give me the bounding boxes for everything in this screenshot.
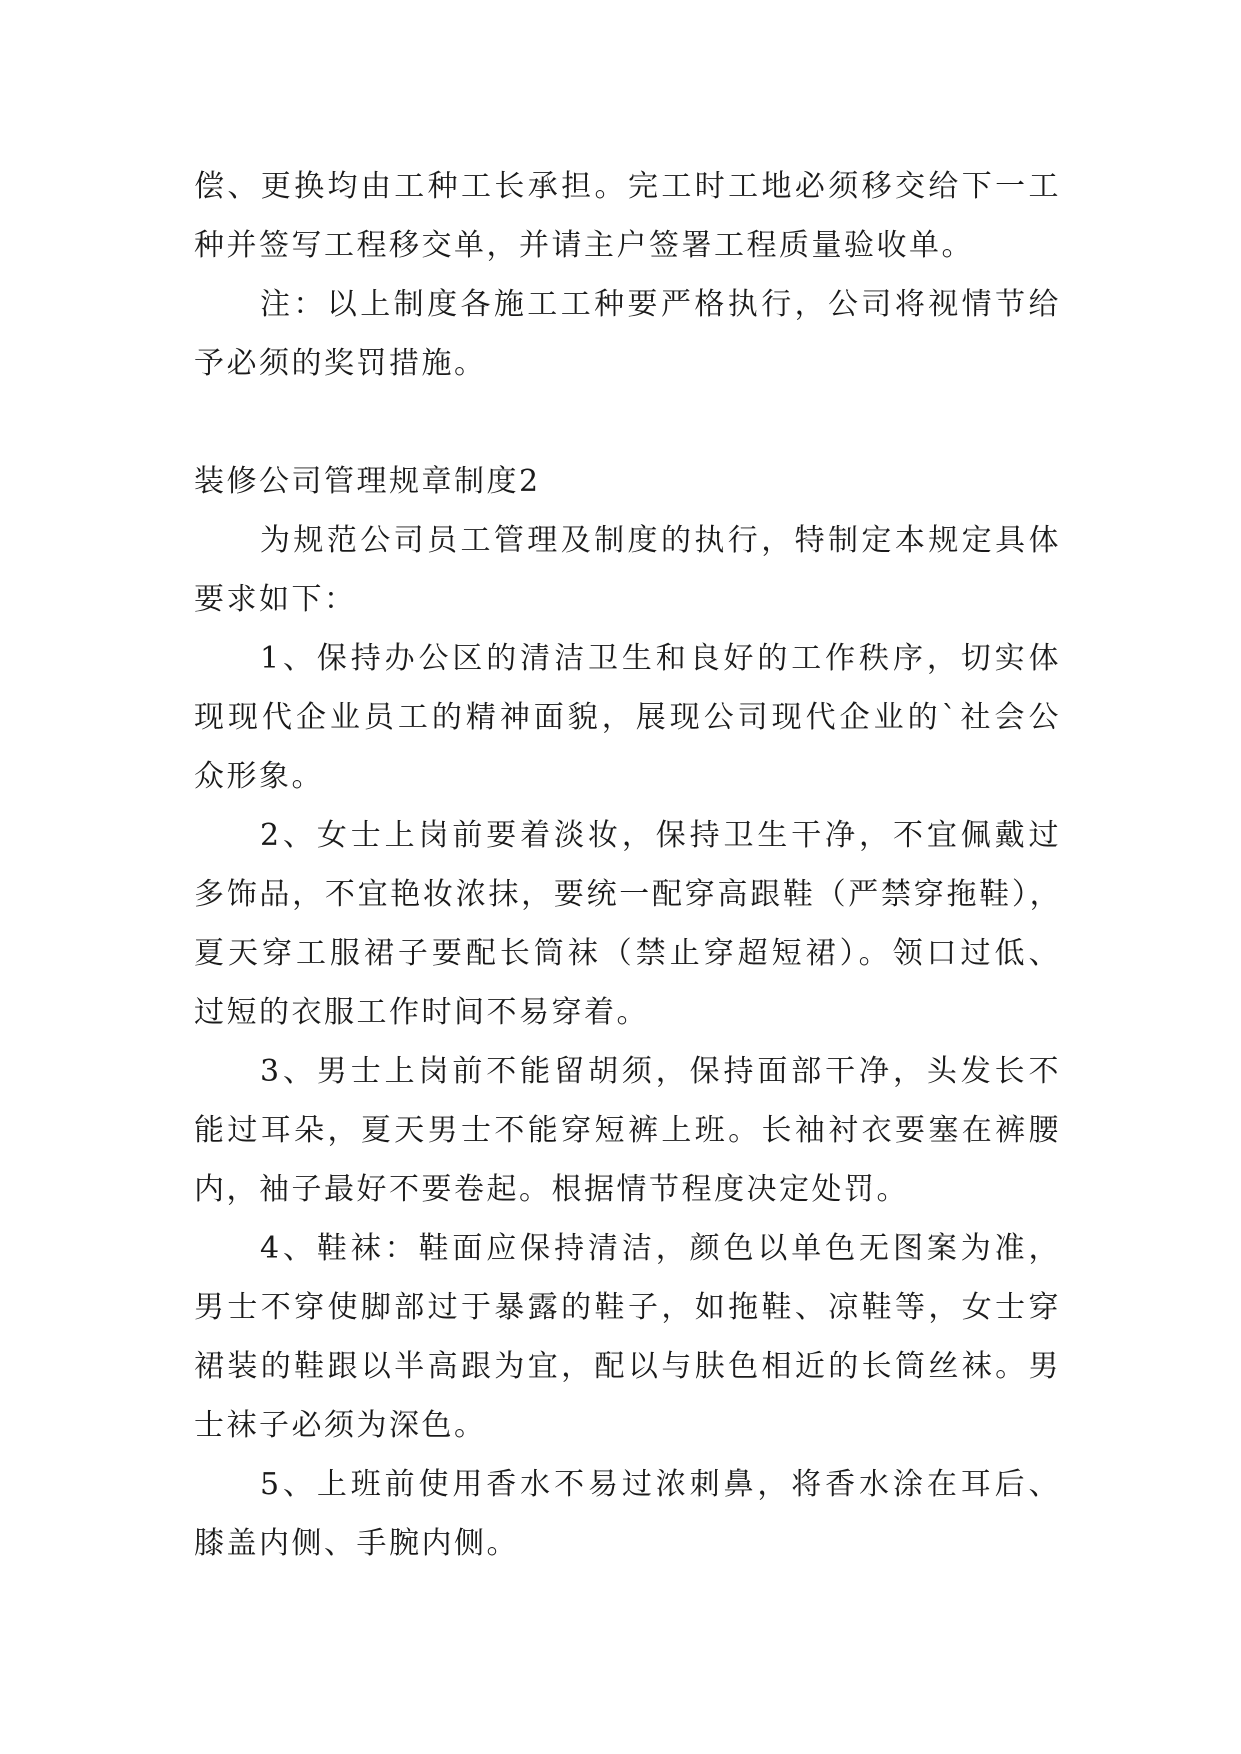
- paragraph-line: 夏天穿工服裙子要配长筒袜（禁止穿超短裙）。领口过低、: [194, 936, 1061, 971]
- paragraph-line: 多饰品，不宜艳妆浓抹，要统一配穿高跟鞋（严禁穿拖鞋），: [194, 877, 1061, 912]
- paragraph: [194, 629, 1061, 806]
- paragraph-line: 士袜子必须为深色。: [194, 1408, 487, 1443]
- blank-line: [194, 393, 1061, 452]
- paragraph-line: 裙装的鞋跟以半高跟为宜，配以与肤色相近的长筒丝袜。男: [194, 1349, 1061, 1384]
- paragraph-line: 予必须的奖罚措施。: [194, 346, 487, 381]
- document-body: [194, 157, 1061, 1573]
- paragraph-line: 3、男士上岗前不能留胡须，保持面部干净，头发长不: [260, 1054, 1061, 1089]
- paragraph-line: 4、鞋袜：鞋面应保持清洁，颜色以单色无图案为准，: [260, 1231, 1061, 1266]
- paragraph: [194, 275, 1061, 393]
- paragraph: [194, 1219, 1061, 1455]
- paragraph: [194, 157, 1061, 275]
- paragraph: [194, 1455, 1061, 1573]
- paragraph: [194, 511, 1061, 629]
- paragraph-line: 过短的衣服工作时间不易穿着。: [194, 995, 649, 1030]
- paragraph-line: 众形象。: [194, 759, 324, 794]
- paragraph-line: 1、保持办公区的清洁卫生和良好的工作秩序，切实体: [260, 641, 1061, 676]
- paragraph-line: 为规范公司员工管理及制度的执行，特制定本规定具体: [260, 523, 1061, 558]
- paragraph-line: 现现代企业员工的精神面貌，展现公司现代企业的`社会公: [194, 700, 1061, 735]
- paragraph-line: 种并签写工程移交单，并请主户签署工程质量验收单。: [194, 228, 974, 263]
- paragraph-line: 2、女士上岗前要着淡妆，保持卫生干净，不宜佩戴过: [260, 818, 1061, 853]
- paragraph-line: 5、上班前使用香水不易过浓刺鼻，将香水涂在耳后、: [260, 1467, 1061, 1502]
- section-title: 装修公司管理规章制度2: [194, 464, 541, 499]
- paragraph-line: 男士不穿使脚部过于暴露的鞋子，如拖鞋、凉鞋等，女士穿: [194, 1290, 1061, 1325]
- paragraph-line: 注：以上制度各施工工种要严格执行，公司将视情节给: [260, 287, 1061, 322]
- paragraph: [194, 1042, 1061, 1219]
- paragraph-line: 膝盖内侧、手腕内侧。: [194, 1526, 519, 1561]
- paragraph-line: 内，袖子最好不要卷起。根据情节程度决定处罚。: [194, 1172, 909, 1207]
- paragraph-line: 偿、更换均由工种工长承担。完工时工地必须移交给下一工: [194, 169, 1061, 204]
- paragraph-line: 能过耳朵，夏天男士不能穿短裤上班。长袖衬衣要塞在裤腰: [194, 1113, 1061, 1148]
- paragraph-line: 要求如下：: [194, 582, 357, 617]
- paragraph: [194, 806, 1061, 1042]
